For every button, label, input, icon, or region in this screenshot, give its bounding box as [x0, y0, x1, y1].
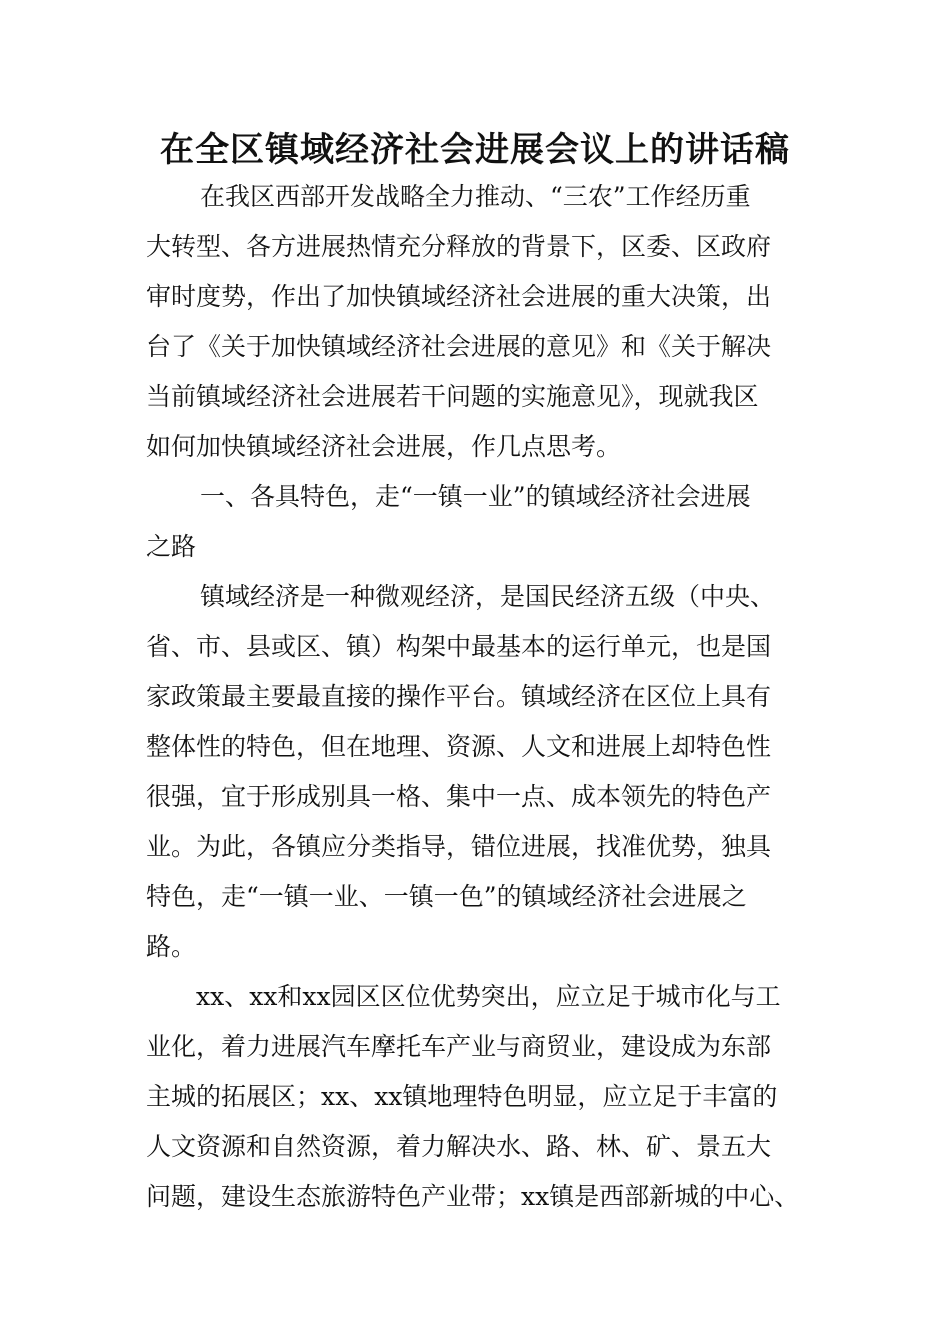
paragraph-line: 如何加快镇域经济社会进展，作几点思考。	[146, 432, 622, 461]
paragraph-line: 台了《关于加快镇域经济社会进展的意见》和《关于解决	[146, 332, 772, 361]
paragraph-line: 问题，建设生态旅游特色产业带；xx镇是西部新城的中心、	[146, 1182, 800, 1211]
paragraph-line: 业。为此，各镇应分类指导，错位进展，找准优势，独具	[146, 832, 772, 861]
paragraph-line: 大转型、各方进展热情充分释放的背景下，区委、区政府	[146, 232, 772, 261]
paragraph-line: 特色，走“一镇一业、一镇一色”的镇域经济社会进展之	[146, 882, 747, 911]
paragraph-line: 很强，宜于形成别具一格、集中一点、成本领先的特色产	[146, 782, 772, 811]
paragraph-line: 当前镇域经济社会进展若干问题的实施意见》，现就我区	[146, 382, 759, 411]
section-heading-line: 一、各具特色，走“一镇一业”的镇域经济社会进展	[200, 482, 751, 511]
paragraph-line: 审时度势，作出了加快镇域经济社会进展的重大决策，出	[146, 282, 772, 311]
paragraph-line: 主城的拓展区；xx、xx镇地理特色明显，应立足于丰富的	[146, 1082, 778, 1111]
paragraph-line: 人文资源和自然资源，着力解决水、路、林、矿、景五大	[146, 1132, 772, 1161]
paragraph-line: 路。	[146, 932, 197, 961]
paragraph-line: 镇域经济是一种微观经济，是国民经济五级（中央、	[200, 582, 776, 611]
document-title: 在全区镇域经济社会进展会议上的讲话稿	[160, 130, 790, 170]
paragraph-line: 业化，着力进展汽车摩托车产业与商贸业，建设成为东部	[146, 1032, 772, 1061]
paragraph-line: 在我区西部开发战略全力推动、“三农”工作经历重	[200, 182, 751, 211]
paragraph-line: 省、市、县或区、镇）构架中最基本的运行单元，也是国	[146, 632, 772, 661]
section-heading-line: 之路	[146, 532, 197, 561]
paragraph-line: 家政策最主要最直接的操作平台。镇域经济在区位上具有	[146, 682, 772, 711]
paragraph-line: 整体性的特色，但在地理、资源、人文和进展上却特色性	[146, 732, 772, 761]
paragraph-line: xx、xx和xx园区区位优势突出，应立足于城市化与工	[196, 982, 781, 1011]
